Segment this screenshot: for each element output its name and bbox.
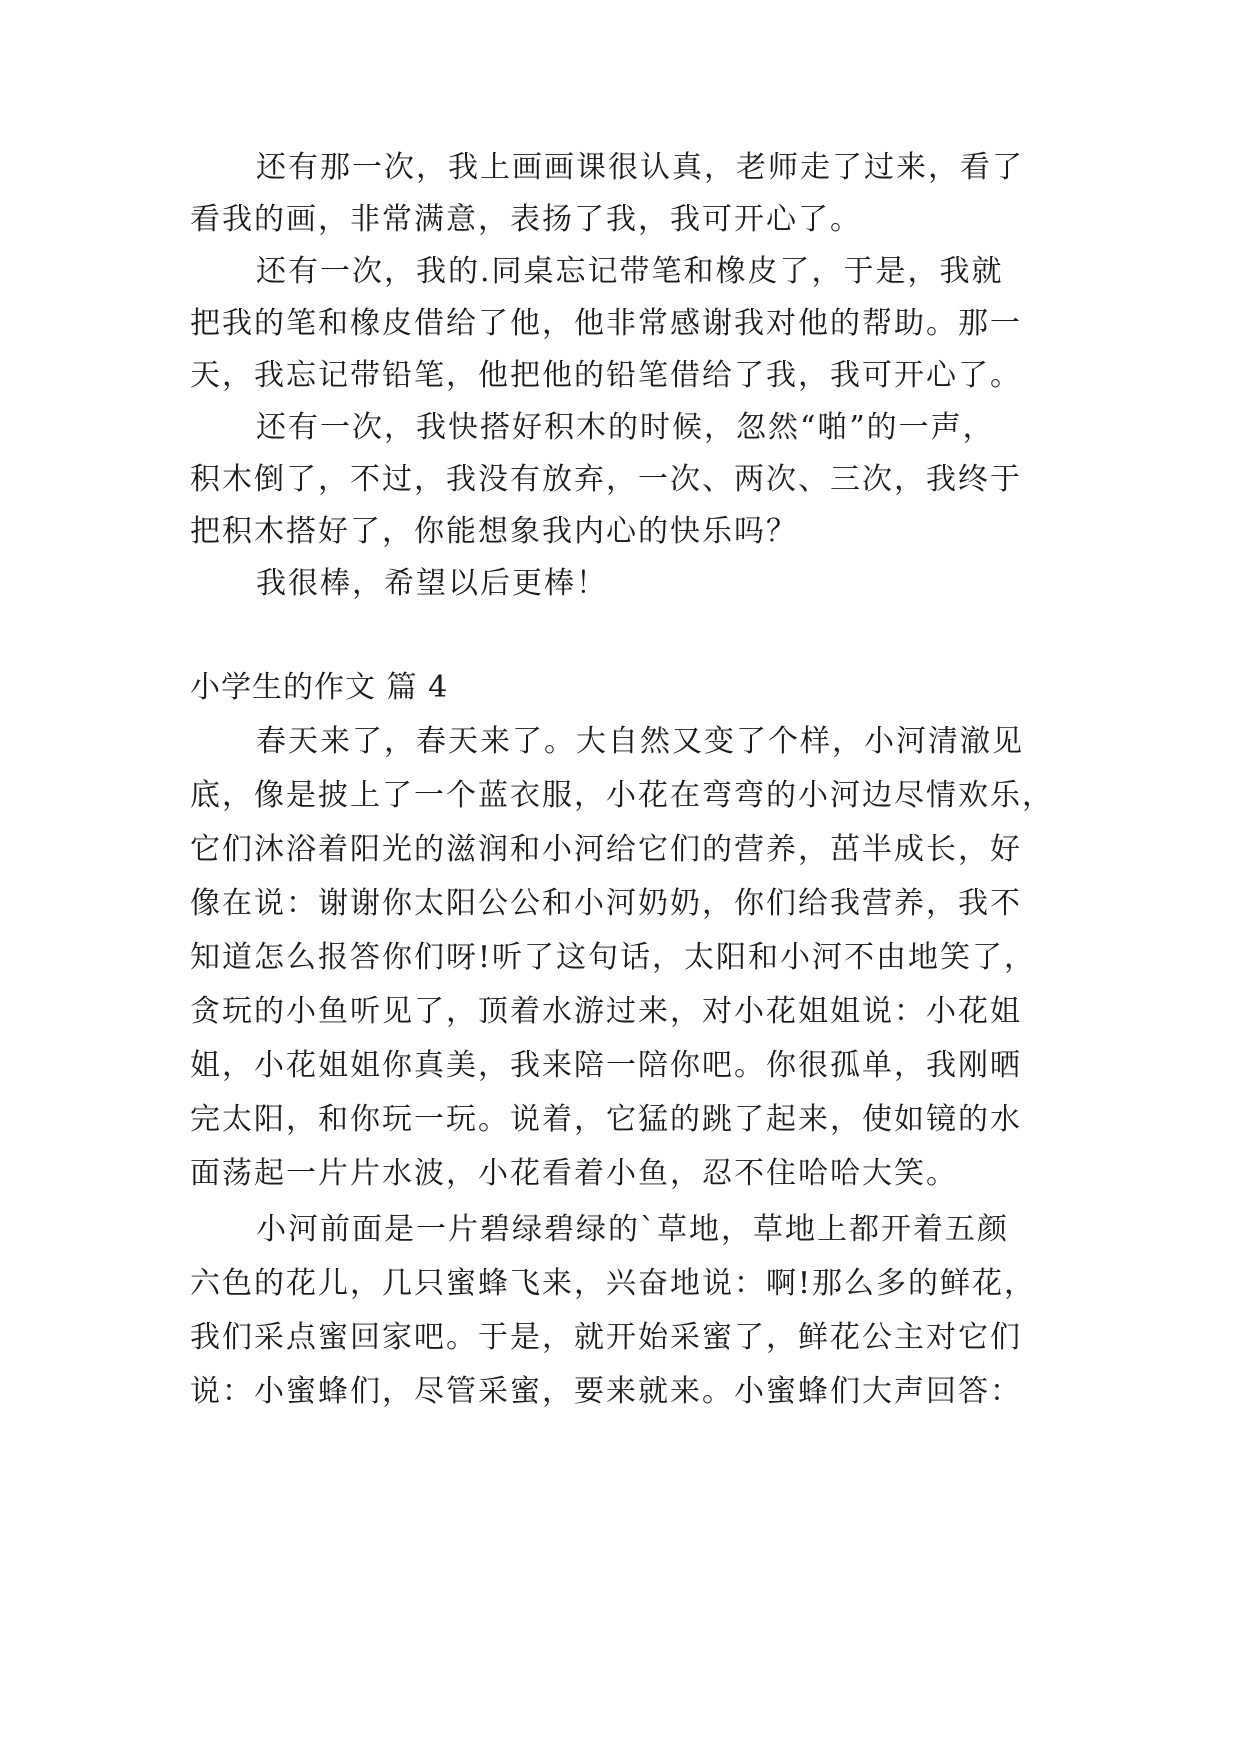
paragraph-line: 还有一次，我的.同桌忘记带笔和橡皮了，于是，我就 — [256, 254, 1004, 289]
paragraph-line: 积木倒了，不过，我没有放弃，一次、两次、三次，我终于 — [190, 462, 1022, 497]
paragraph-line: 六色的花儿，几只蜜蜂飞来，兴奋地说：啊!那么多的鲜花， — [190, 1266, 1037, 1301]
paragraph-line: 贪玩的小鱼听见了，顶着水游过来，对小花姐姐说：小花姐 — [190, 994, 1022, 1029]
paragraph-line: 天，我忘记带铅笔，他把他的铅笔借给了我，我可开心了。 — [190, 358, 1022, 393]
paragraph-line: 完太阳，和你玩一玩。说着，它猛的跳了起来，使如镜的水 — [190, 1102, 1022, 1137]
paragraph-line: 还有一次，我快搭好积木的时候，忽然“啪”的一声， — [256, 410, 995, 445]
paragraph-line: 我很棒，希望以后更棒！ — [256, 566, 608, 601]
section-heading: 小学生的作文 篇 4 — [190, 670, 449, 705]
paragraph-line: 姐，小花姐姐你真美，我来陪一陪你吧。你很孤单，我刚晒 — [190, 1048, 1022, 1083]
paragraph-line: 像在说：谢谢你太阳公公和小河奶奶，你们给我营养，我不 — [190, 886, 1022, 921]
paragraph-line: 小河前面是一片碧绿碧绿的`草地，草地上都开着五颜 — [256, 1212, 1009, 1247]
paragraph-line: 把积木搭好了，你能想象我内心的快乐吗？ — [190, 514, 798, 549]
paragraph-line: 它们沐浴着阳光的滋润和小河给它们的营养，茁半成长，好 — [190, 832, 1022, 867]
paragraph-line: 春天来了，春天来了。大自然又变了个样，小河清澈见 — [256, 724, 1024, 759]
paragraph-line: 说：小蜜蜂们，尽管采蜜，要来就来。小蜜蜂们大声回答： — [190, 1374, 1022, 1409]
paragraph-line: 看我的画，非常满意，表扬了我，我可开心了。 — [190, 202, 862, 237]
paragraph-line: 面荡起一片片水波，小花看着小鱼，忍不住哈哈大笑。 — [190, 1156, 958, 1191]
paragraph-line: 底，像是披上了一个蓝衣服，小花在弯弯的小河边尽情欢乐， — [190, 778, 1054, 813]
paragraph-line: 还有那一次，我上画画课很认真，老师走了过来，看了 — [256, 150, 1024, 185]
paragraph-line: 知道怎么报答你们呀!听了这句话，太阳和小河不由地笑了， — [190, 940, 1037, 975]
paragraph-line: 把我的笔和橡皮借给了他，他非常感谢我对他的帮助。那一 — [190, 306, 1022, 341]
paragraph-line: 我们采点蜜回家吧。于是，就开始采蜜了，鲜花公主对它们 — [190, 1320, 1022, 1355]
